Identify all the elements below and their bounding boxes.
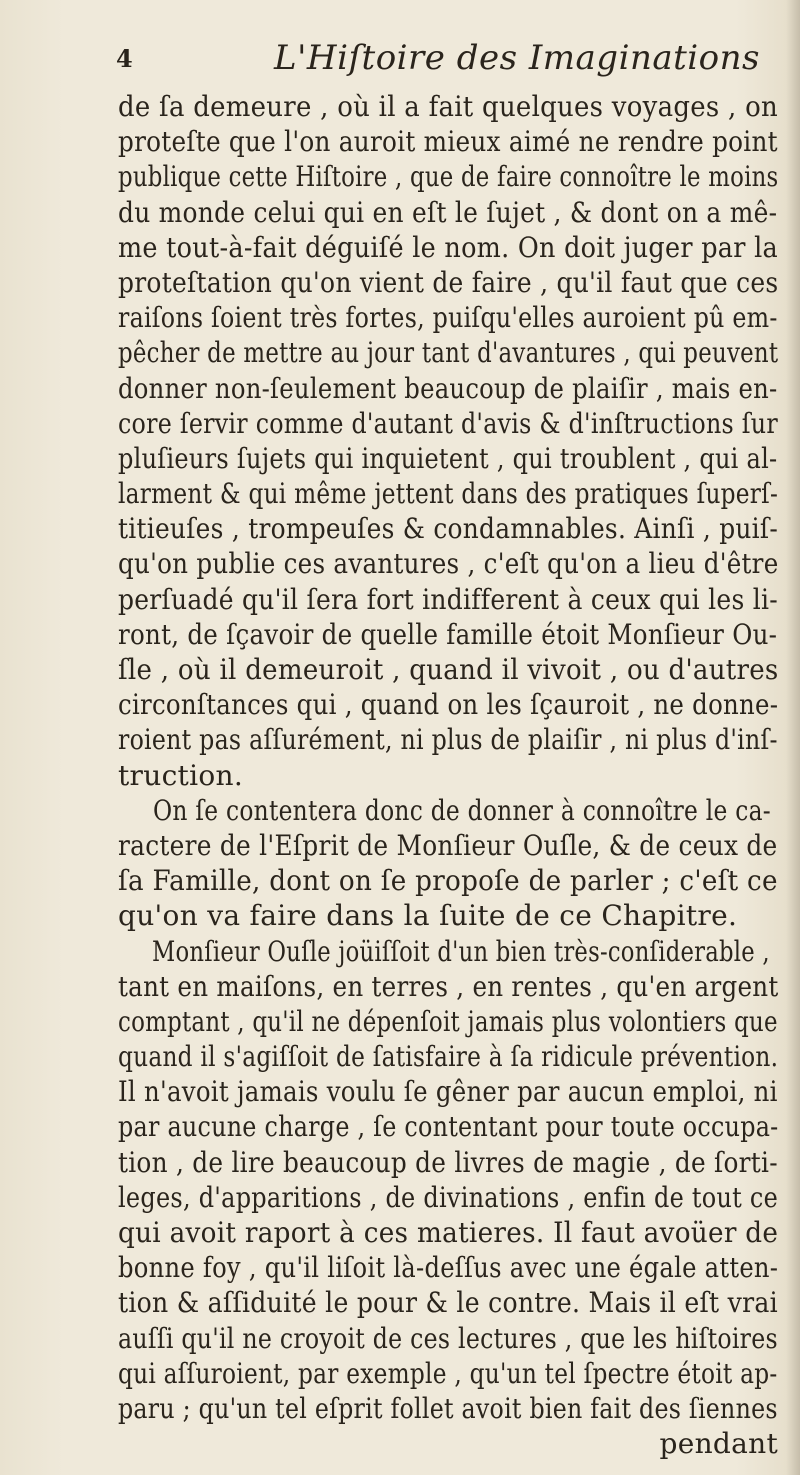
text-line: roient pas aſſurément, ni plus de plaiſir , ni plus d'inſ- xyxy=(118,723,778,757)
text-line: ſle , où il demeuroit , quand il vivoit , ou d'autres xyxy=(118,653,779,686)
text-line: me tout-à-fait déguiſé le nom. On doit juger par la xyxy=(118,230,778,264)
paragraph-start-line: Monſieur Ouſle joüiſſoit d'un bien très-conſiderable , xyxy=(152,934,770,968)
text-line: bonne foy , qu'il liſoit là-deſſus avec une égale atten- xyxy=(118,1251,779,1285)
text-line: core ſervir comme d'autant d'avis & d'inſtructions ſur xyxy=(118,406,778,440)
text-line: tant en maiſons, en terres , en rentes , qu'en argent xyxy=(118,969,779,1003)
text-line: quand il s'agiſſoit de ſatisfaire à ſa ridicule prévention. xyxy=(118,1040,779,1074)
body-text xyxy=(118,89,798,1461)
running-title: L'Hiſtoire des Imaginations xyxy=(274,38,760,78)
text-line: publique cette Hiſtoire , que de faire connoître le moins xyxy=(118,160,779,194)
catchword: pendant xyxy=(659,1427,778,1461)
page-header xyxy=(116,38,760,78)
text-line: ractere de l'Eſprit de Monſieur Ouſle, & de ceux de xyxy=(118,828,778,862)
text-line: de ſa demeure , où il a fait quelques voyages , on xyxy=(118,90,778,123)
text-line: qu'on publie ces avantures , c'eſt qu'on a lieu d'être xyxy=(118,547,779,581)
text-line: raiſons ſoient très fortes, puiſqu'elles auroient pû em- xyxy=(118,301,778,335)
text-line: qui aſſuroient, par exemple , qu'un tel ſpectre étoit ap- xyxy=(118,1356,778,1390)
text-line: paru ; qu'un tel eſprit follet avoit bien fait des ſiennes xyxy=(118,1391,778,1425)
text-line: leges, d'apparitions , de divinations , enfin de tout ce xyxy=(118,1180,779,1214)
paragraph-start-line: On ſe contentera donc de donner à connoître le ca- xyxy=(153,793,771,827)
text-line: du monde celui qui en eſt le ſujet , & dont on a mê- xyxy=(118,195,778,229)
text-line: tion , de lire beaucoup de livres de magie , de ſorti- xyxy=(118,1145,778,1179)
text-line: truction. xyxy=(118,758,244,792)
text-line: titieuſes , trompeuſes & condamnables. Ainſi , puiſ- xyxy=(118,512,779,546)
text-line: circonſtances qui , quand on les ſçauroit , ne donne- xyxy=(118,688,779,722)
text-line: proteſtation qu'on vient de faire , qu'il faut que ces xyxy=(118,265,779,299)
text-line: donner non-ſeulement beaucoup de plaiſir , mais en- xyxy=(118,371,778,405)
text-line: ront, de ſçavoir de quelle famille étoit Monſieur Ou- xyxy=(118,617,778,651)
text-line: qu'on va faire dans la ſuite de ce Chapitre. xyxy=(118,899,738,933)
text-line: larment & qui même jettent dans des pratiques ſuperſ- xyxy=(118,477,779,511)
text-line: pêcher de mettre au jour tant d'avantures , qui peuvent xyxy=(118,336,779,370)
text-line: proteſte que l'on auroit mieux aimé ne rendre point xyxy=(118,125,778,159)
text-line: comptant , qu'il ne dépenſoit jamais plus volontiers que xyxy=(118,1004,778,1038)
text-line: Il n'avoit jamais voulu ſe gêner par aucun emploi, ni xyxy=(118,1075,778,1109)
text-line: pluſieurs ſujets qui inquietent , qui troublent , qui al- xyxy=(118,441,778,475)
text-line: ſa Famille, dont on ſe propoſe de parler ; c'eſt ce xyxy=(118,864,778,898)
text-line: qui avoit raport à ces matieres. Il faut avoüer de xyxy=(118,1216,779,1249)
page-number: 4 xyxy=(116,44,133,73)
text-line: auſſi qu'il ne croyoit de ces lectures , que les hiſtoires xyxy=(118,1321,778,1355)
text-line: perſuadé qu'il ſera fort indifferent à ceux qui les li- xyxy=(118,582,778,616)
text-line: par aucune charge , ſe contentant pour toute occupa- xyxy=(118,1110,779,1144)
text-line: tion & aſſiduité le pour & le contre. Mais il eſt vrai xyxy=(118,1286,778,1320)
